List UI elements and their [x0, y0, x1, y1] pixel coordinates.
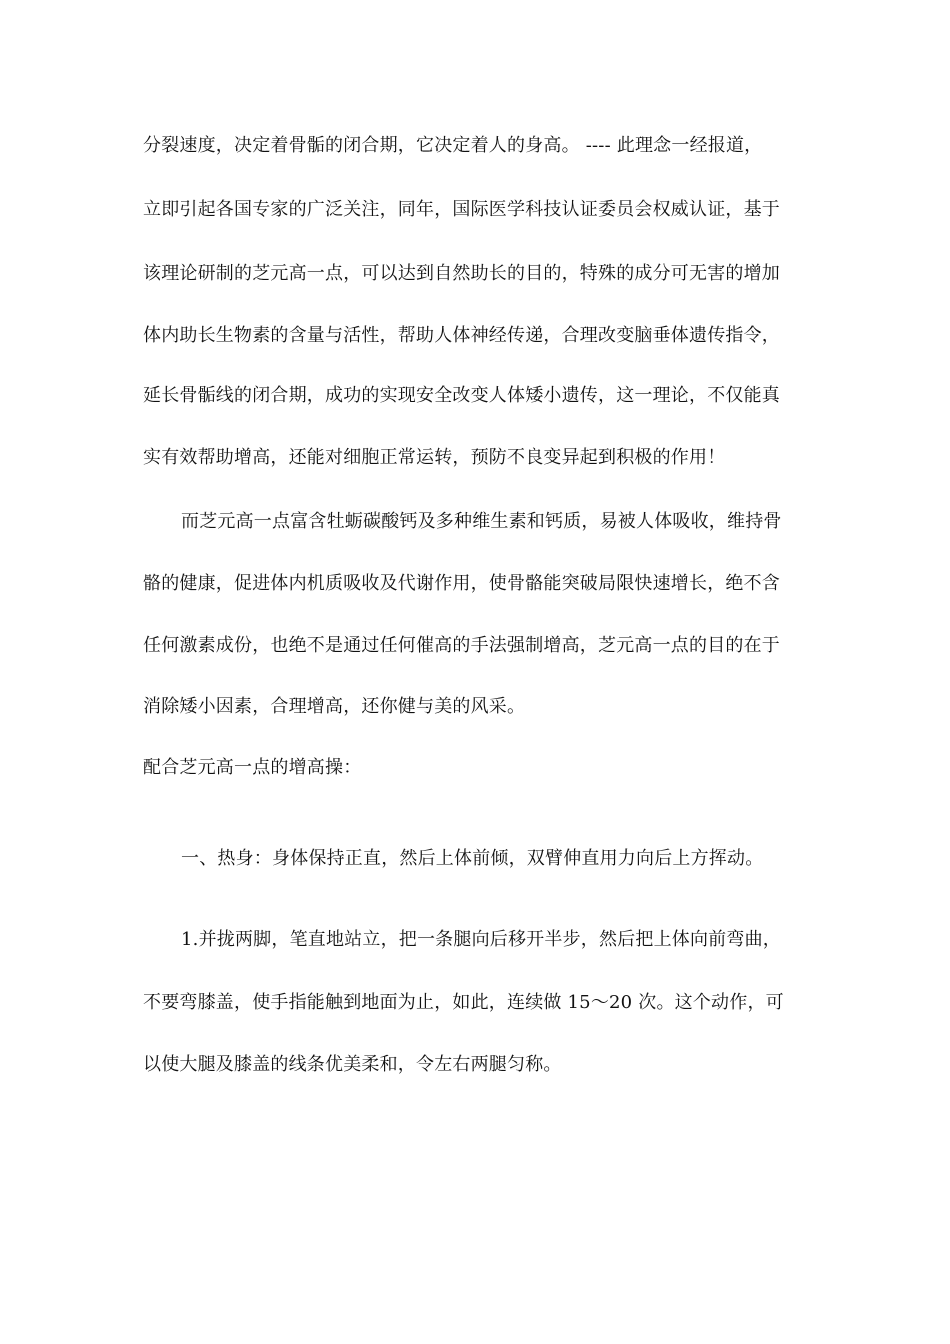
warmup-text: 一、热身：身体保持正直，然后上体前倾，双臂伸直用力向后上方挥动。: [181, 848, 764, 869]
paragraph-1-line-4: 体内助长生物素的含量与活性，帮助人体神经传递，合理改变脑垂体遗传指令，: [143, 325, 780, 346]
paragraph-2-line-2: 骼的健康，促进体内机质吸收及代谢作用，使骨骼能突破局限快速增长，绝不含: [143, 573, 780, 594]
paragraph-2-line-3: 任何激素成份，也绝不是通过任何催高的手法强制增高，芝元高一点的目的在于: [143, 635, 780, 656]
paragraph-2-line-1: 而芝元高一点富含牡蛎碳酸钙及多种维生素和钙质，易被人体吸收，维持骨: [181, 511, 782, 532]
step-1-line-2: 不要弯膝盖，使手指能触到地面为止，如此，连续做 15～20 次。这个动作，可: [143, 992, 784, 1013]
paragraph-2-line-4: 消除矮小因素，合理增高，还你健与美的风采。: [143, 696, 526, 717]
step-1-line-1: 1.并拢两脚，笔直地站立，把一条腿向后移开半步，然后把上体向前弯曲，: [181, 929, 781, 950]
paragraph-1-line-5: 延长骨骺线的闭合期，成功的实现安全改变人体矮小遗传，这一理论，不仅能真: [143, 385, 780, 406]
paragraph-1-line-2: 立即引起各国专家的广泛关注，同年，国际医学科技认证委员会权威认证，基于: [143, 199, 780, 220]
paragraph-1-line-3: 该理论研制的芝元高一点，可以达到自然助长的目的，特殊的成分可无害的增加: [143, 263, 780, 284]
step-1-line-3: 以使大腿及膝盖的线条优美柔和，令左右两腿匀称。: [143, 1054, 562, 1075]
paragraph-1-line-6: 实有效帮助增高，还能对细胞正常运转，预防不良变异起到积极的作用！: [143, 447, 726, 468]
exercise-heading: 配合芝元高一点的增高操：: [143, 757, 362, 778]
paragraph-1-line-1: 分裂速度，决定着骨骺的闭合期，它决定着人的身高。 ---- 此理念一经报道，: [143, 135, 763, 156]
